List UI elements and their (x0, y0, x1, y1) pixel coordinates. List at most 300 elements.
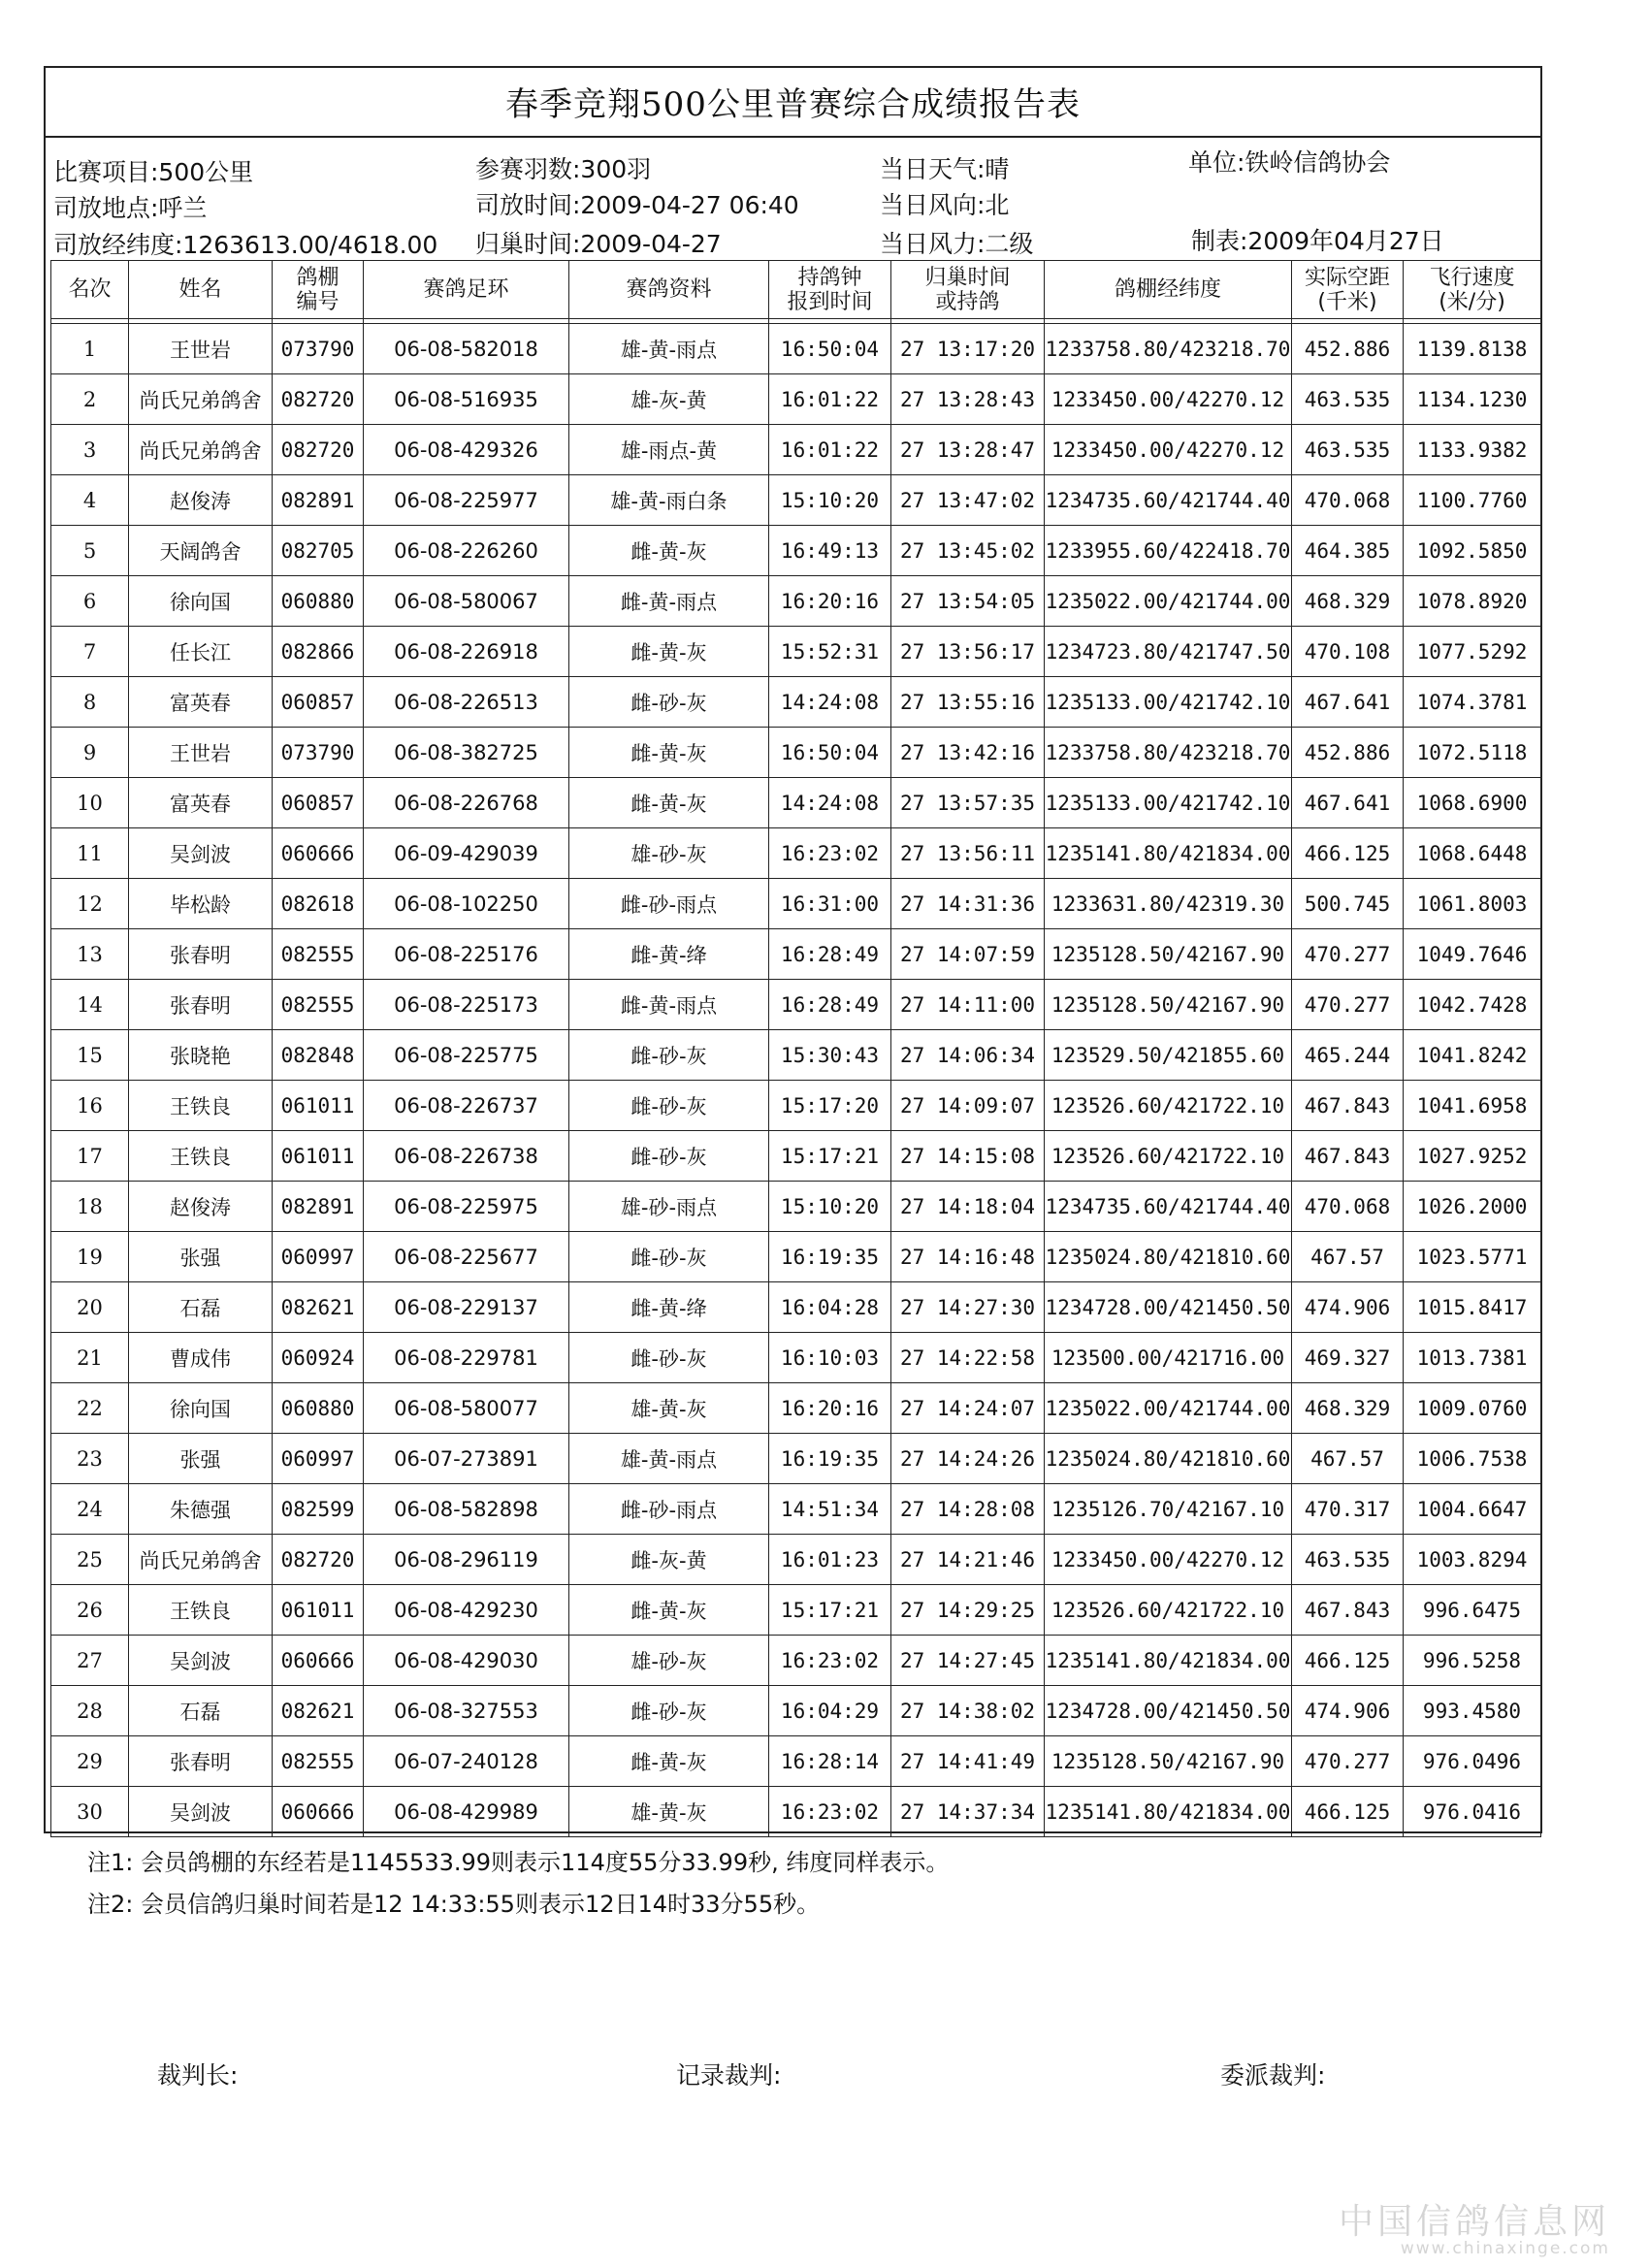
col-loft-header: 鸽棚 编号 (273, 261, 364, 319)
cell-loft: 060857 (273, 677, 364, 728)
cell-speed: 1003.8294 (1404, 1535, 1541, 1585)
cell-clock: 16:10:03 (769, 1333, 891, 1383)
cell-clock: 15:10:20 (769, 1182, 891, 1232)
cell-rank: 29 (51, 1736, 129, 1787)
cell-speed: 976.0416 (1404, 1787, 1541, 1837)
cell-name: 王铁良 (129, 1585, 273, 1636)
meta-release-place: 司放地点:呼兰 (53, 194, 208, 222)
cell-coords: 1235022.00/421744.00 (1045, 1383, 1292, 1434)
cell-name: 尚氏兄弟鸽舍 (129, 1535, 273, 1585)
cell-coords: 1235024.80/421810.60 (1045, 1232, 1292, 1282)
col-coords-header: 鸽棚经纬度 (1045, 261, 1292, 319)
cell-coords: 1234735.60/421744.40 (1045, 1182, 1292, 1232)
cell-speed: 1061.8003 (1404, 879, 1541, 929)
table-row (51, 526, 1541, 576)
table-row (51, 1030, 1541, 1081)
table-row (51, 324, 1541, 374)
table-row (51, 1182, 1541, 1232)
cell-clock: 16:04:29 (769, 1686, 891, 1736)
cell-rank: 15 (51, 1030, 129, 1081)
cell-data: 雌-黄-绛 (569, 929, 769, 980)
cell-name: 徐向国 (129, 1383, 273, 1434)
cell-distance: 474.906 (1292, 1282, 1404, 1333)
cell-coords: 1233955.60/422418.70 (1045, 526, 1292, 576)
cell-data: 雌-黄-灰 (569, 627, 769, 677)
cell-speed: 996.6475 (1404, 1585, 1541, 1636)
cell-arrival: 27 14:15:08 (891, 1131, 1045, 1182)
cell-coords: 1234728.00/421450.50 (1045, 1282, 1292, 1333)
table-row (51, 425, 1541, 475)
cell-rank: 3 (51, 425, 129, 475)
cell-clock: 15:30:43 (769, 1030, 891, 1081)
cell-arrival: 27 13:56:17 (891, 627, 1045, 677)
note-1: 注1: 会员鸽棚的东经若是1145533.99则表示114度55分33.99秒, 纬度同样表示。 (87, 1849, 950, 1876)
cell-clock: 15:17:21 (769, 1131, 891, 1182)
col-arrival-header: 归巢时间 或持鸽 (891, 261, 1045, 319)
cell-loft: 073790 (273, 324, 364, 374)
cell-rank: 1 (51, 324, 129, 374)
cell-arrival: 27 13:54:05 (891, 576, 1045, 627)
meta-release-time: 司放时间:2009-04-27 06:40 (475, 191, 799, 219)
cell-loft: 060857 (273, 778, 364, 828)
cell-rank: 10 (51, 778, 129, 828)
cell-coords: 1233450.00/42270.12 (1045, 425, 1292, 475)
cell-ring: 06-08-580077 (364, 1383, 569, 1434)
cell-loft: 060666 (273, 828, 364, 879)
meta-wind-direction: 当日风向:北 (880, 191, 1010, 219)
cell-coords: 1233450.00/42270.12 (1045, 1535, 1292, 1585)
cell-clock: 16:20:16 (769, 576, 891, 627)
cell-speed: 1026.2000 (1404, 1182, 1541, 1232)
cell-loft: 082720 (273, 1535, 364, 1585)
cell-ring: 06-08-225977 (364, 475, 569, 526)
cell-name: 王铁良 (129, 1131, 273, 1182)
cell-distance: 470.277 (1292, 980, 1404, 1030)
cell-name: 吴剑波 (129, 1787, 273, 1837)
cell-speed: 1133.9382 (1404, 425, 1541, 475)
cell-clock: 16:28:14 (769, 1736, 891, 1787)
cell-loft: 082555 (273, 980, 364, 1030)
cell-ring: 06-08-296119 (364, 1535, 569, 1585)
watermark-site-name: 中国信鸽信息网 (1338, 2202, 1610, 2242)
cell-coords: 1233758.80/423218.70 (1045, 324, 1292, 374)
cell-data: 雌-砂-灰 (569, 1686, 769, 1736)
cell-distance: 463.535 (1292, 425, 1404, 475)
col-ring-header: 赛鸽足环 (364, 261, 569, 319)
cell-arrival: 27 14:27:45 (891, 1636, 1045, 1686)
cell-loft: 082618 (273, 879, 364, 929)
cell-name: 天阔鸽舍 (129, 526, 273, 576)
cell-name: 张强 (129, 1434, 273, 1484)
table-row (51, 475, 1541, 526)
cell-arrival: 27 14:21:46 (891, 1535, 1045, 1585)
cell-coords: 1235141.80/421834.00 (1045, 1636, 1292, 1686)
cell-arrival: 27 14:31:36 (891, 879, 1045, 929)
cell-clock: 15:52:31 (769, 627, 891, 677)
cell-rank: 22 (51, 1383, 129, 1434)
cell-ring: 06-08-327553 (364, 1686, 569, 1736)
cell-loft: 060666 (273, 1636, 364, 1686)
table-row (51, 1131, 1541, 1182)
cell-data: 雌-黄-绛 (569, 1282, 769, 1333)
cell-ring: 06-08-226513 (364, 677, 569, 728)
cell-coords: 1235133.00/421742.10 (1045, 778, 1292, 828)
table-row (51, 879, 1541, 929)
cell-name: 吴剑波 (129, 828, 273, 879)
cell-name: 张强 (129, 1232, 273, 1282)
table-row (51, 980, 1541, 1030)
cell-coords: 1235128.50/42167.90 (1045, 929, 1292, 980)
cell-coords: 1235024.80/421810.60 (1045, 1434, 1292, 1484)
cell-data: 雌-黄-雨点 (569, 980, 769, 1030)
cell-speed: 1078.8920 (1404, 576, 1541, 627)
table-row (51, 1282, 1541, 1333)
cell-speed: 1027.9252 (1404, 1131, 1541, 1182)
cell-data: 雄-黄-灰 (569, 1383, 769, 1434)
cell-ring: 06-08-429989 (364, 1787, 569, 1837)
note-2: 注2: 会员信鸽归巢时间若是12 14:33:55则表示12日14时33分55秒。 (87, 1891, 821, 1918)
cell-ring: 06-08-226768 (364, 778, 569, 828)
cell-distance: 467.843 (1292, 1585, 1404, 1636)
col-name-header: 姓名 (129, 261, 273, 319)
cell-name: 毕松龄 (129, 879, 273, 929)
cell-data: 雌-砂-灰 (569, 677, 769, 728)
results-table (50, 260, 1541, 1837)
table-row (51, 1434, 1541, 1484)
cell-ring: 06-08-102250 (364, 879, 569, 929)
cell-coords: 1235128.50/42167.90 (1045, 1736, 1292, 1787)
cell-loft: 060997 (273, 1232, 364, 1282)
cell-clock: 14:24:08 (769, 677, 891, 728)
cell-clock: 15:17:20 (769, 1081, 891, 1131)
cell-name: 王世岩 (129, 324, 273, 374)
cell-arrival: 27 14:27:30 (891, 1282, 1045, 1333)
col-rank-header: 名次 (51, 261, 129, 319)
cell-ring: 06-08-226918 (364, 627, 569, 677)
cell-ring: 06-08-229137 (364, 1282, 569, 1333)
cell-data: 雄-黄-雨白条 (569, 475, 769, 526)
cell-coords: 1235133.00/421742.10 (1045, 677, 1292, 728)
table-row (51, 677, 1541, 728)
cell-data: 雄-砂-灰 (569, 828, 769, 879)
meta-unit: 单位:铁岭信鸽协会 (1188, 148, 1391, 177)
cell-coords: 1235141.80/421834.00 (1045, 1787, 1292, 1837)
cell-loft: 082848 (273, 1030, 364, 1081)
cell-speed: 1074.3781 (1404, 677, 1541, 728)
table-row (51, 778, 1541, 828)
cell-rank: 21 (51, 1333, 129, 1383)
cell-arrival: 27 13:17:20 (891, 324, 1045, 374)
cell-distance: 463.535 (1292, 374, 1404, 425)
cell-ring: 06-08-229781 (364, 1333, 569, 1383)
cell-speed: 1006.7538 (1404, 1434, 1541, 1484)
cell-data: 雄-灰-黄 (569, 374, 769, 425)
cell-arrival: 27 13:55:16 (891, 677, 1045, 728)
cell-name: 张晓艳 (129, 1030, 273, 1081)
cell-rank: 8 (51, 677, 129, 728)
cell-arrival: 27 14:24:07 (891, 1383, 1045, 1434)
cell-name: 张春明 (129, 929, 273, 980)
cell-clock: 16:19:35 (769, 1232, 891, 1282)
cell-name: 曹成伟 (129, 1333, 273, 1383)
cell-clock: 16:49:13 (769, 526, 891, 576)
cell-data: 雌-灰-黄 (569, 1535, 769, 1585)
cell-distance: 470.277 (1292, 1736, 1404, 1787)
table-row (51, 1787, 1541, 1837)
cell-ring: 06-08-382725 (364, 728, 569, 778)
cell-ring: 06-08-225677 (364, 1232, 569, 1282)
meta-made-date: 制表:2009年04月27日 (1191, 227, 1444, 255)
cell-coords: 123500.00/421716.00 (1045, 1333, 1292, 1383)
cell-speed: 1068.6448 (1404, 828, 1541, 879)
cell-name: 赵俊涛 (129, 475, 273, 526)
watermark-url: www.chinaxinge.com (1400, 2239, 1610, 2258)
cell-rank: 13 (51, 929, 129, 980)
cell-name: 吴剑波 (129, 1636, 273, 1686)
cell-rank: 26 (51, 1585, 129, 1636)
cell-clock: 16:01:22 (769, 374, 891, 425)
cell-data: 雌-砂-雨点 (569, 879, 769, 929)
cell-rank: 20 (51, 1282, 129, 1333)
cell-arrival: 27 13:28:43 (891, 374, 1045, 425)
cell-distance: 467.641 (1292, 677, 1404, 728)
cell-rank: 16 (51, 1081, 129, 1131)
cell-loft: 082891 (273, 475, 364, 526)
cell-arrival: 27 14:37:34 (891, 1787, 1045, 1837)
cell-arrival: 27 14:22:58 (891, 1333, 1045, 1383)
cell-distance: 468.329 (1292, 576, 1404, 627)
cell-name: 任长江 (129, 627, 273, 677)
cell-distance: 466.125 (1292, 1787, 1404, 1837)
table-row (51, 1333, 1541, 1383)
cell-clock: 14:24:08 (769, 778, 891, 828)
cell-speed: 976.0496 (1404, 1736, 1541, 1787)
cell-loft: 082720 (273, 374, 364, 425)
cell-data: 雌-黄-灰 (569, 778, 769, 828)
cell-speed: 1041.6958 (1404, 1081, 1541, 1131)
cell-arrival: 27 14:24:26 (891, 1434, 1045, 1484)
cell-arrival: 27 13:47:02 (891, 475, 1045, 526)
cell-rank: 23 (51, 1434, 129, 1484)
cell-arrival: 27 14:16:48 (891, 1232, 1045, 1282)
cell-distance: 474.906 (1292, 1686, 1404, 1736)
meta-weather: 当日天气:晴 (880, 155, 1010, 183)
cell-speed: 1139.8138 (1404, 324, 1541, 374)
cell-data: 雄-黄-雨点 (569, 1434, 769, 1484)
cell-coords: 123526.60/421722.10 (1045, 1081, 1292, 1131)
cell-loft: 061011 (273, 1131, 364, 1182)
cell-ring: 06-08-225176 (364, 929, 569, 980)
meta-release-coords: 司放经纬度:1263613.00/4618.00 (53, 231, 438, 259)
cell-name: 王世岩 (129, 728, 273, 778)
cell-speed: 1072.5118 (1404, 728, 1541, 778)
cell-name: 石磊 (129, 1282, 273, 1333)
signature-recorder: 记录裁判: (676, 2061, 782, 2090)
cell-data: 雄-雨点-黄 (569, 425, 769, 475)
cell-name: 张春明 (129, 1736, 273, 1787)
meta-wind-force: 当日风力:二级 (880, 230, 1034, 258)
cell-speed: 1015.8417 (1404, 1282, 1541, 1333)
table-row (51, 1686, 1541, 1736)
cell-ring: 06-08-429230 (364, 1585, 569, 1636)
meta-birds: 参赛羽数:300羽 (475, 155, 652, 183)
cell-loft: 082866 (273, 627, 364, 677)
cell-name: 王铁良 (129, 1081, 273, 1131)
cell-coords: 123526.60/421722.10 (1045, 1585, 1292, 1636)
signature-chief-judge: 裁判长: (157, 2061, 239, 2090)
cell-loft: 082555 (273, 1736, 364, 1787)
cell-clock: 16:19:35 (769, 1434, 891, 1484)
cell-data: 雌-砂-灰 (569, 1232, 769, 1282)
cell-rank: 7 (51, 627, 129, 677)
col-distance-header: 实际空距 (千米) (1292, 261, 1404, 319)
cell-clock: 16:50:04 (769, 324, 891, 374)
cell-ring: 06-08-516935 (364, 374, 569, 425)
cell-distance: 452.886 (1292, 728, 1404, 778)
cell-clock: 15:10:20 (769, 475, 891, 526)
cell-name: 富英春 (129, 778, 273, 828)
cell-coords: 1234723.80/421747.50 (1045, 627, 1292, 677)
cell-distance: 470.068 (1292, 475, 1404, 526)
cell-clock: 16:01:22 (769, 425, 891, 475)
cell-data: 雄-砂-雨点 (569, 1182, 769, 1232)
cell-name: 尚氏兄弟鸽舍 (129, 374, 273, 425)
cell-clock: 15:17:21 (769, 1585, 891, 1636)
table-row (51, 1484, 1541, 1535)
cell-clock: 16:50:04 (769, 728, 891, 778)
cell-arrival: 27 14:09:07 (891, 1081, 1045, 1131)
cell-ring: 06-08-225775 (364, 1030, 569, 1081)
cell-speed: 996.5258 (1404, 1636, 1541, 1686)
cell-distance: 470.108 (1292, 627, 1404, 677)
cell-coords: 123529.50/421855.60 (1045, 1030, 1292, 1081)
cell-data: 雌-砂-灰 (569, 1131, 769, 1182)
table-row (51, 828, 1541, 879)
cell-coords: 1235126.70/42167.10 (1045, 1484, 1292, 1535)
cell-distance: 470.317 (1292, 1484, 1404, 1535)
cell-distance: 465.244 (1292, 1030, 1404, 1081)
cell-speed: 1092.5850 (1404, 526, 1541, 576)
cell-clock: 16:04:28 (769, 1282, 891, 1333)
cell-name: 徐向国 (129, 576, 273, 627)
cell-distance: 467.641 (1292, 778, 1404, 828)
cell-data: 雌-黄-灰 (569, 1736, 769, 1787)
cell-loft: 073790 (273, 728, 364, 778)
meta-event: 比赛项目:500公里 (53, 158, 254, 186)
cell-rank: 25 (51, 1535, 129, 1585)
cell-ring: 06-08-225173 (364, 980, 569, 1030)
cell-rank: 5 (51, 526, 129, 576)
cell-distance: 463.535 (1292, 1535, 1404, 1585)
cell-loft: 061011 (273, 1585, 364, 1636)
cell-ring: 06-08-226260 (364, 526, 569, 576)
cell-data: 雌-砂-灰 (569, 1081, 769, 1131)
col-data-header: 赛鸽资料 (569, 261, 769, 319)
cell-speed: 1041.8242 (1404, 1030, 1541, 1081)
cell-ring: 06-08-226737 (364, 1081, 569, 1131)
cell-rank: 9 (51, 728, 129, 778)
cell-loft: 060880 (273, 576, 364, 627)
cell-data: 雌-黄-雨点 (569, 576, 769, 627)
cell-data: 雌-黄-灰 (569, 1585, 769, 1636)
table-row (51, 1636, 1541, 1686)
cell-arrival: 27 14:11:00 (891, 980, 1045, 1030)
cell-rank: 18 (51, 1182, 129, 1232)
cell-arrival: 27 14:06:34 (891, 1030, 1045, 1081)
cell-arrival: 27 13:56:11 (891, 828, 1045, 879)
cell-loft: 061011 (273, 1081, 364, 1131)
cell-loft: 060666 (273, 1787, 364, 1837)
cell-arrival: 27 14:38:02 (891, 1686, 1045, 1736)
table-row (51, 1585, 1541, 1636)
cell-speed: 1068.6900 (1404, 778, 1541, 828)
table-row (51, 728, 1541, 778)
cell-speed: 1023.5771 (1404, 1232, 1541, 1282)
cell-speed: 1013.7381 (1404, 1333, 1541, 1383)
cell-name: 石磊 (129, 1686, 273, 1736)
cell-arrival: 27 14:41:49 (891, 1736, 1045, 1787)
cell-rank: 19 (51, 1232, 129, 1282)
cell-distance: 470.068 (1292, 1182, 1404, 1232)
cell-arrival: 27 14:28:08 (891, 1484, 1045, 1535)
cell-distance: 452.886 (1292, 324, 1404, 374)
cell-coords: 1235141.80/421834.00 (1045, 828, 1292, 879)
cell-name: 朱德强 (129, 1484, 273, 1535)
cell-distance: 500.745 (1292, 879, 1404, 929)
signature-appointed-judge: 委派裁判: (1220, 2061, 1326, 2090)
meta-return-time: 归巢时间:2009-04-27 (475, 230, 722, 258)
table-row (51, 1383, 1541, 1434)
table-row (51, 576, 1541, 627)
cell-ring: 06-08-582018 (364, 324, 569, 374)
cell-loft: 082720 (273, 425, 364, 475)
results-body (51, 324, 1541, 1837)
cell-loft: 082705 (273, 526, 364, 576)
cell-rank: 12 (51, 879, 129, 929)
cell-loft: 060880 (273, 1383, 364, 1434)
cell-rank: 2 (51, 374, 129, 425)
cell-speed: 1077.5292 (1404, 627, 1541, 677)
cell-data: 雌-黄-灰 (569, 728, 769, 778)
cell-distance: 470.277 (1292, 929, 1404, 980)
table-row (51, 374, 1541, 425)
cell-loft: 082891 (273, 1182, 364, 1232)
cell-coords: 1234735.60/421744.40 (1045, 475, 1292, 526)
cell-loft: 082555 (273, 929, 364, 980)
cell-distance: 464.385 (1292, 526, 1404, 576)
cell-ring: 06-08-580067 (364, 576, 569, 627)
table-row (51, 929, 1541, 980)
col-clock-header: 持鸽钟 报到时间 (769, 261, 891, 319)
cell-speed: 1134.1230 (1404, 374, 1541, 425)
cell-coords: 1233450.00/42270.12 (1045, 374, 1292, 425)
table-row (51, 627, 1541, 677)
cell-loft: 082621 (273, 1282, 364, 1333)
cell-coords: 1235022.00/421744.00 (1045, 576, 1292, 627)
cell-data: 雄-砂-灰 (569, 1636, 769, 1686)
cell-ring: 06-07-240128 (364, 1736, 569, 1787)
cell-clock: 16:23:02 (769, 1636, 891, 1686)
title-divider (46, 136, 1540, 138)
table-row (51, 1736, 1541, 1787)
cell-arrival: 27 13:42:16 (891, 728, 1045, 778)
cell-name: 张春明 (129, 980, 273, 1030)
table-row (51, 1081, 1541, 1131)
cell-ring: 06-08-582898 (364, 1484, 569, 1535)
cell-arrival: 27 14:29:25 (891, 1585, 1045, 1636)
cell-rank: 27 (51, 1636, 129, 1686)
cell-rank: 4 (51, 475, 129, 526)
